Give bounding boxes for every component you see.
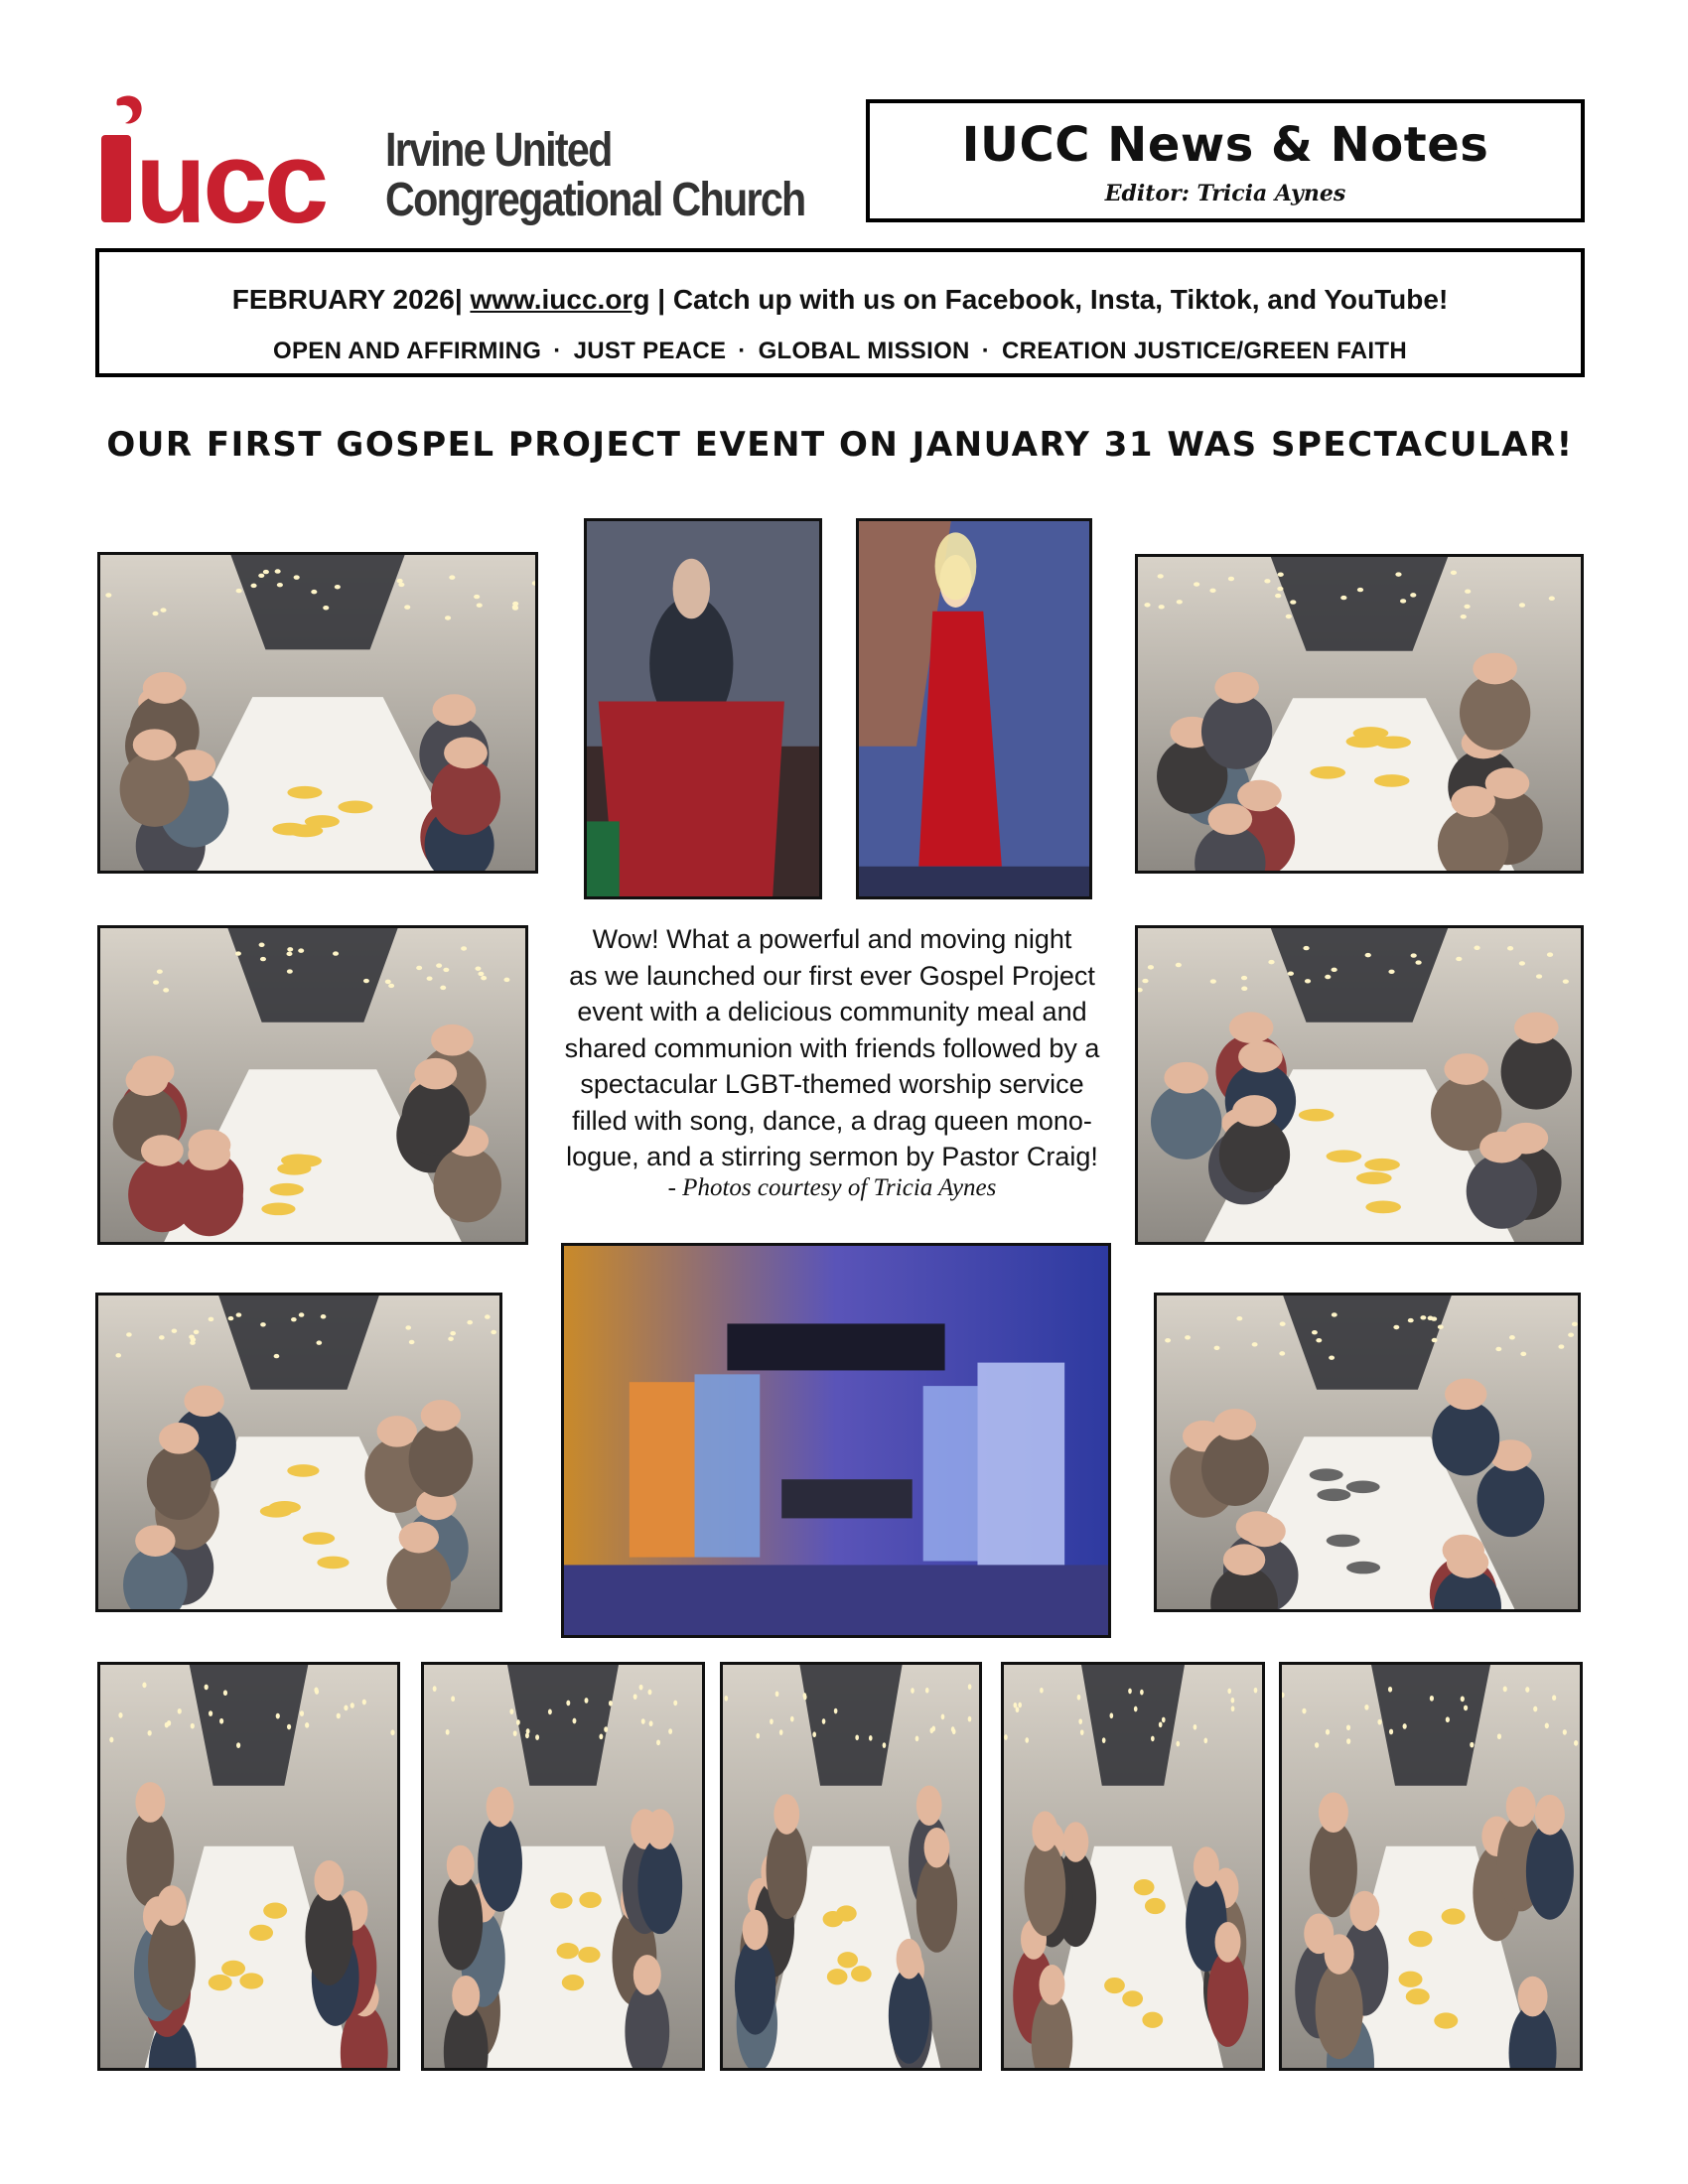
newsletter-title-box — [866, 99, 1585, 222]
info-bar — [95, 248, 1585, 377]
website-link[interactable]: www.iucc.org — [470, 284, 650, 315]
photo-dinner-table-6 — [97, 1662, 400, 2071]
issue-date: FEBRUARY 2026| — [231, 284, 463, 315]
values-row — [99, 338, 1581, 365]
article-headline: OUR FIRST GOSPEL PROJECT EVENT ON JANUARY 31 WAS SPECTACULAR! — [106, 425, 1574, 465]
separator-dot: · — [738, 338, 747, 364]
caption-line: event with a delicious community meal and — [577, 997, 1087, 1026]
photo-stage-altar — [561, 1243, 1111, 1638]
svg-text:ucc: ucc — [135, 117, 326, 230]
photo-dinner-table-9 — [1001, 1662, 1265, 2071]
photo-hall-overview — [1154, 1293, 1581, 1612]
photo-dinner-table-4 — [1135, 925, 1584, 1245]
info-bar-row1 — [99, 284, 1581, 316]
photo-image — [587, 521, 819, 896]
photo-dinner-table-10 — [1279, 1662, 1583, 2071]
photo-dinner-table-7 — [421, 1662, 705, 2071]
photo-dinner-table-3 — [97, 925, 528, 1245]
value-item: JUST PEACE — [573, 338, 727, 364]
social-text: | Catch up with us on Facebook, Insta, Tiktok, and YouTube! — [657, 284, 1449, 315]
photo-drag-performer — [856, 518, 1092, 899]
value-item: GLOBAL MISSION — [758, 338, 970, 364]
caption-line: as we launched our first ever Gospel Project — [569, 960, 1095, 991]
photo-dinner-table-8 — [720, 1662, 982, 2071]
photo-dinner-table-5 — [95, 1293, 502, 1612]
photo-image — [98, 1296, 499, 1609]
church-name-line1: Irvine United — [385, 124, 612, 177]
caption-line: shared communion with friends followed by a — [564, 1032, 1100, 1063]
photo-image — [100, 1665, 397, 2068]
caption-line: logue, and a stirring sermon by Pastor Craig! — [566, 1142, 1098, 1171]
photo-dinner-table-2 — [1135, 554, 1584, 874]
iucc-logo-mark — [95, 91, 368, 230]
newsletter-title: IUCC News & Notes — [961, 117, 1489, 173]
photo-image — [1138, 928, 1581, 1242]
photo-image — [564, 1246, 1108, 1635]
photo-image — [100, 928, 525, 1242]
caption-line: filled with song, dance, a drag queen mono- — [572, 1105, 1092, 1136]
photo-image — [1138, 557, 1581, 871]
photo-image — [723, 1665, 979, 2068]
photo-pastor-pulpit — [584, 518, 822, 899]
value-item: CREATION JUSTICE/GREEN FAITH — [1001, 338, 1407, 364]
photo-image — [1282, 1665, 1580, 2068]
caption-line: Wow! What a powerful and moving night — [592, 924, 1072, 954]
editor-line: Editor: Tricia Aynes — [1104, 181, 1346, 206]
photo-image — [100, 555, 535, 871]
photo-dinner-table-1 — [97, 552, 538, 874]
iucc-logo-icon — [95, 91, 368, 230]
church-name-line2: Congregational Church — [385, 174, 805, 226]
separator-dot: · — [981, 338, 990, 364]
photo-credit: - Photos courtesy of Tricia Aynes — [667, 1173, 997, 1201]
caption-line: spectacular LGBT-themed worship service — [580, 1069, 1084, 1099]
photo-image — [1004, 1665, 1262, 2068]
photo-image — [424, 1665, 702, 2068]
value-item: OPEN AND AFFIRMING — [273, 338, 542, 364]
photo-image — [1157, 1296, 1578, 1609]
separator-dot: · — [553, 338, 562, 364]
church-name — [385, 124, 873, 226]
photo-image — [859, 521, 1089, 896]
article-caption — [544, 921, 1120, 1203]
